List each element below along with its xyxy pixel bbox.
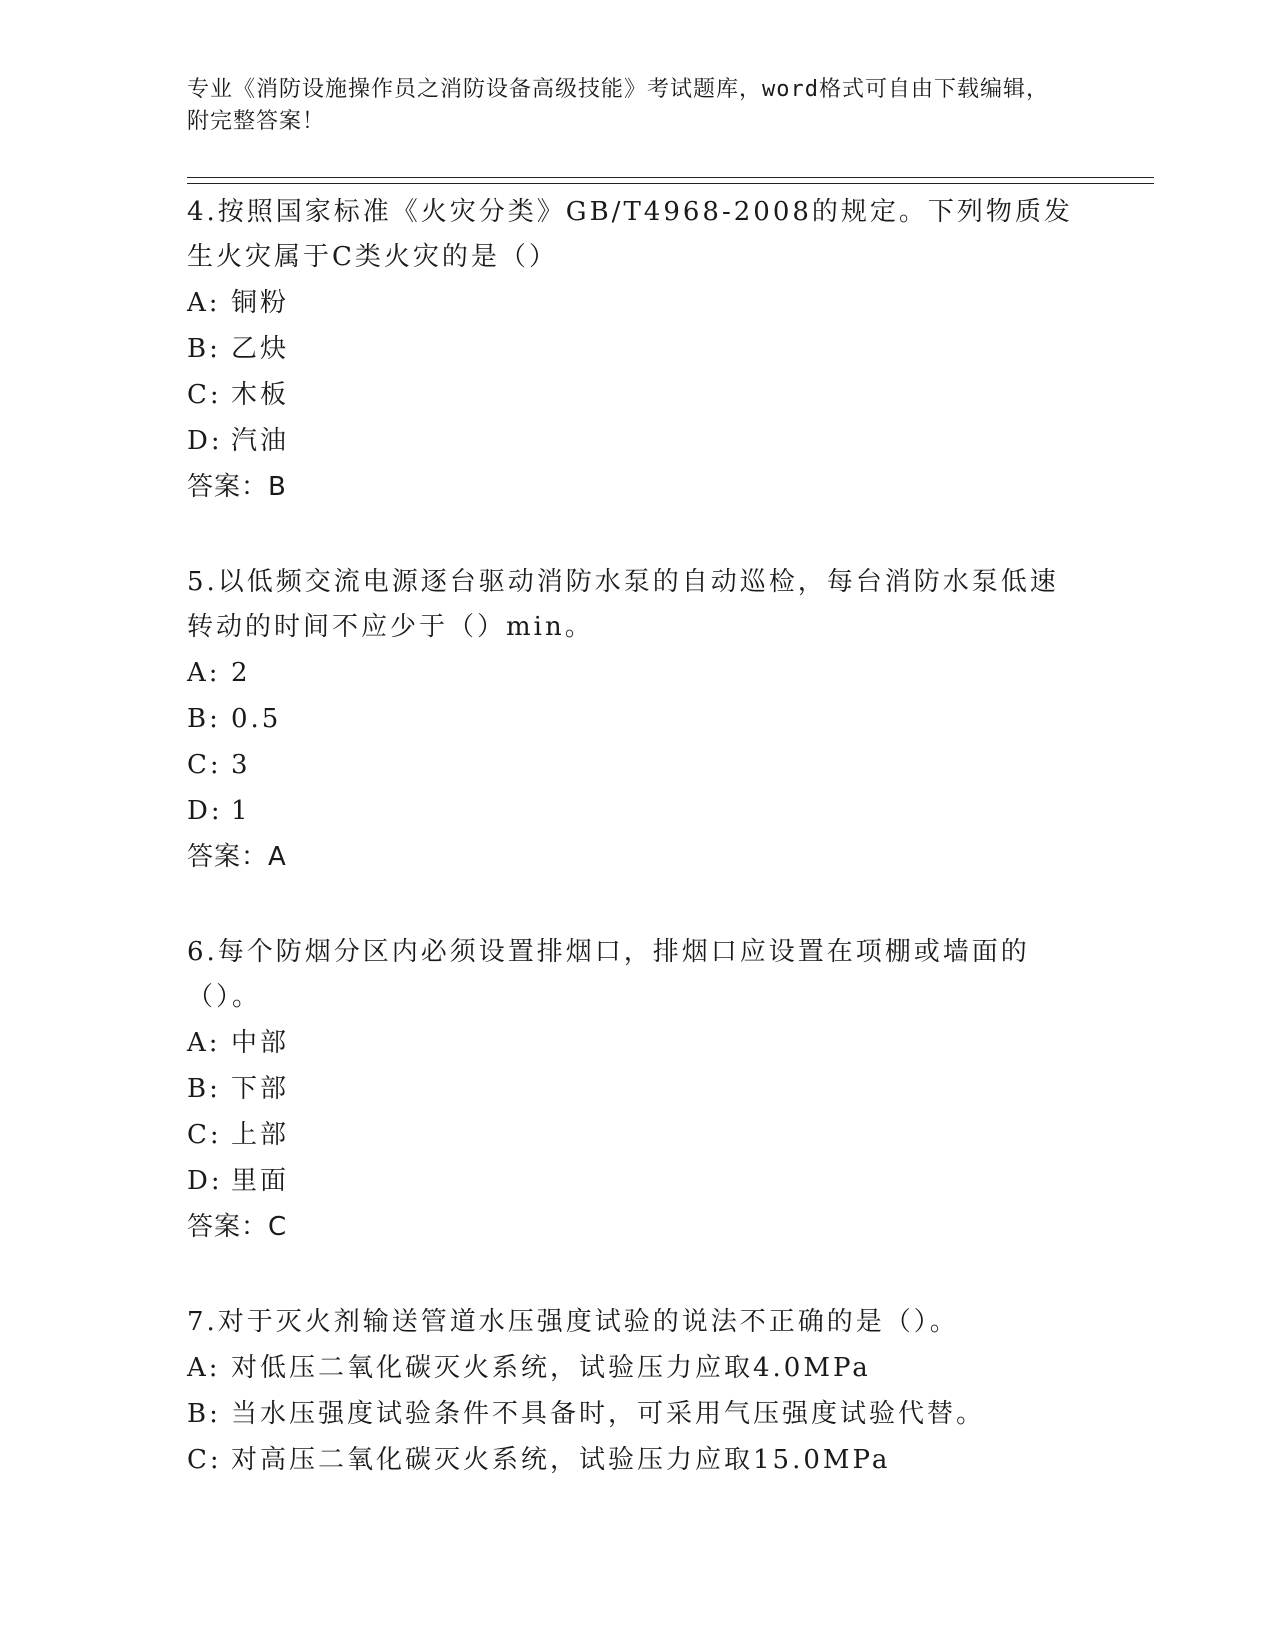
header-divider-bottom	[187, 183, 1154, 184]
option-text: 中部	[231, 1028, 290, 1058]
option-text: 对低压二氧化碳灭火系统，试验压力应取4.0MPa	[231, 1353, 871, 1383]
option-letter: D:	[187, 1166, 223, 1196]
question-stem: 6.每个防烟分区内必须设置排烟口，排烟口应设置在项棚或墙面的（）。	[187, 937, 1030, 1012]
option-letter: C:	[187, 750, 222, 780]
option-letter: B:	[187, 334, 221, 364]
option-letter: B:	[187, 1074, 221, 1104]
option-a	[187, 650, 1087, 696]
option-letter: A:	[187, 1353, 221, 1383]
option-c	[187, 1437, 1087, 1483]
option-text: 2	[231, 658, 251, 688]
question-4	[187, 190, 1087, 510]
option-letter: D:	[187, 426, 223, 456]
option-letter: B:	[187, 1399, 221, 1429]
answer-label: 答案：A	[187, 842, 287, 872]
option-a	[187, 280, 1087, 326]
option-text: 下部	[231, 1074, 290, 1104]
option-b	[187, 326, 1087, 372]
option-text: 0.5	[231, 704, 282, 734]
option-a	[187, 1020, 1087, 1066]
option-text: 对高压二氧化碳灭火系统，试验压力应取15.0MPa	[231, 1445, 891, 1475]
option-d	[187, 788, 1087, 834]
option-text: 3	[231, 750, 251, 780]
question-stem: 5.以低频交流电源逐台驱动消防水泵的自动巡检，每台消防水泵低速转动的时间不应少于（）min。	[187, 567, 1059, 642]
answer-label: 答案：C	[187, 1212, 288, 1242]
option-c	[187, 372, 1087, 418]
option-letter: A:	[187, 1028, 221, 1058]
option-text: 乙炔	[231, 334, 290, 364]
document-header: 专业《消防设施操作员之消防设备高级技能》考试题库，word格式可自由下载编辑，附完整答案！	[187, 77, 1049, 134]
option-letter: C:	[187, 380, 222, 410]
option-letter: A:	[187, 288, 221, 318]
option-c	[187, 742, 1087, 788]
question-stem: 7.对于灭火剂输送管道水压强度试验的说法不正确的是（）。	[187, 1307, 959, 1337]
option-b	[187, 696, 1087, 742]
question-7	[187, 1300, 1087, 1483]
option-text: 铜粉	[231, 288, 290, 318]
option-letter: D:	[187, 796, 223, 826]
option-letter: C:	[187, 1120, 222, 1150]
option-letter: A:	[187, 658, 221, 688]
option-b	[187, 1391, 1087, 1437]
option-text: 上部	[231, 1120, 290, 1150]
answer-label: 答案：B	[187, 472, 287, 502]
question-list	[187, 190, 1087, 1533]
option-letter: C:	[187, 1445, 222, 1475]
option-text: 1	[231, 796, 251, 826]
header-divider-top	[187, 177, 1154, 178]
question-5	[187, 560, 1087, 880]
option-text: 当水压强度试验条件不具备时，可采用气压强度试验代替。	[231, 1399, 986, 1429]
option-b	[187, 1066, 1087, 1112]
option-c	[187, 1112, 1087, 1158]
option-d	[187, 418, 1087, 464]
question-stem: 4.按照国家标准《火灾分类》GB/T4968-2008的规定。下列物质发生火灾属于C类火灾的是（）	[187, 197, 1073, 272]
option-letter: B:	[187, 704, 221, 734]
option-a	[187, 1345, 1087, 1391]
option-text: 木板	[231, 380, 290, 410]
option-text: 里面	[231, 1166, 290, 1196]
option-text: 汽油	[231, 426, 290, 456]
option-d	[187, 1158, 1087, 1204]
question-6	[187, 930, 1087, 1250]
